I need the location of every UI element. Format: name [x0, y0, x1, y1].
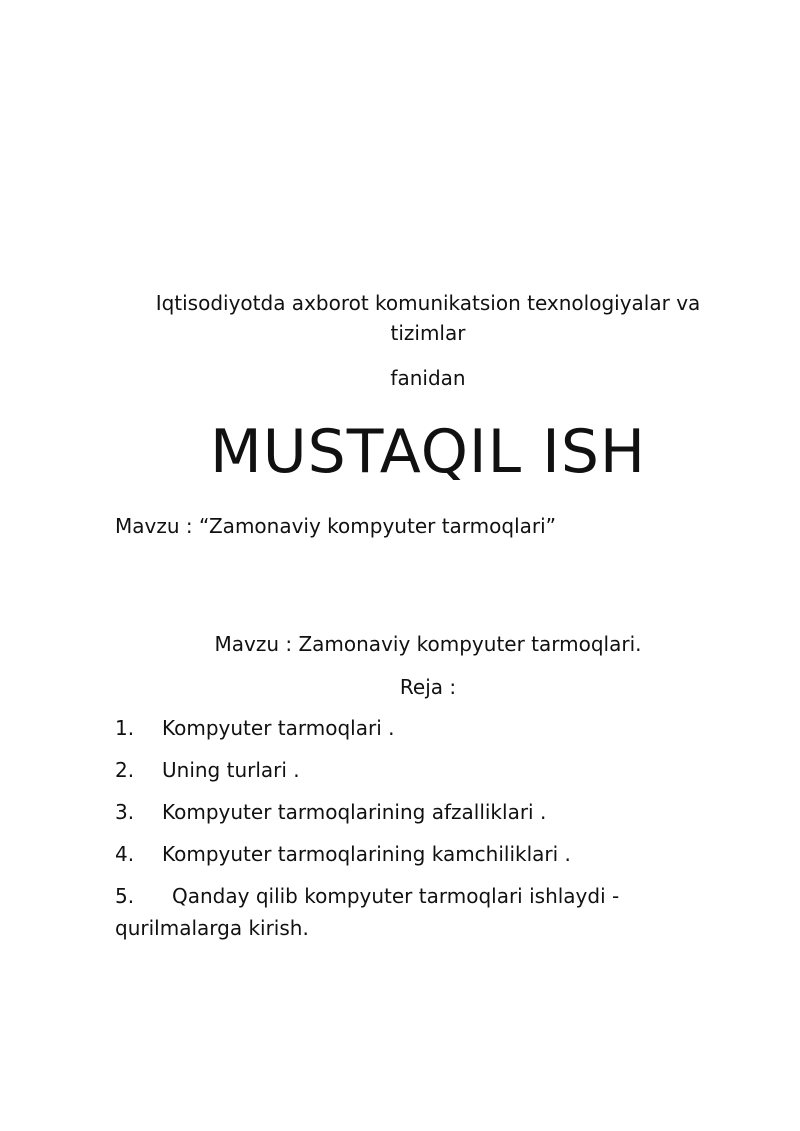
document-title: MUSTAQIL ISH — [209, 417, 647, 487]
plan-item — [115, 756, 735, 784]
plan-item — [115, 880, 735, 944]
faculty-label: fanidan — [390, 366, 466, 390]
plan-list — [115, 714, 735, 958]
plan-heading: Reja : — [399, 675, 457, 699]
plan-item-number: 2. — [115, 758, 135, 782]
plan-item-text: Qanday qilib kompyuter tarmoqlari ishlaydi - qurilmalarga kirish. — [115, 884, 620, 940]
plan-item — [115, 798, 735, 826]
plan-item-text: Kompyuter tarmoqlarining afzalliklari . — [162, 800, 547, 824]
topic-line: Mavzu : “Zamonaviy kompyuter tarmoqlari” — [115, 514, 557, 538]
plan-item-text: Kompyuter tarmoqlari . — [162, 716, 395, 740]
plan-item-text: Kompyuter tarmoqlarining kamchiliklari . — [162, 842, 571, 866]
plan-item — [115, 714, 735, 742]
plan-item-number: 3. — [115, 800, 135, 824]
plan-item-number: 1. — [115, 716, 135, 740]
plan-item-number: 4. — [115, 842, 135, 866]
topic-heading: Mavzu : Zamonaviy kompyuter tarmoqlari. — [214, 632, 642, 656]
plan-item — [115, 840, 735, 868]
plan-item-text: Uning turlari . — [162, 758, 300, 782]
plan-item-number: 5. — [115, 884, 135, 908]
subject-title: Iqtisodiyotda axborot komunikatsion texnologiyalar va tizimlar — [155, 291, 701, 345]
